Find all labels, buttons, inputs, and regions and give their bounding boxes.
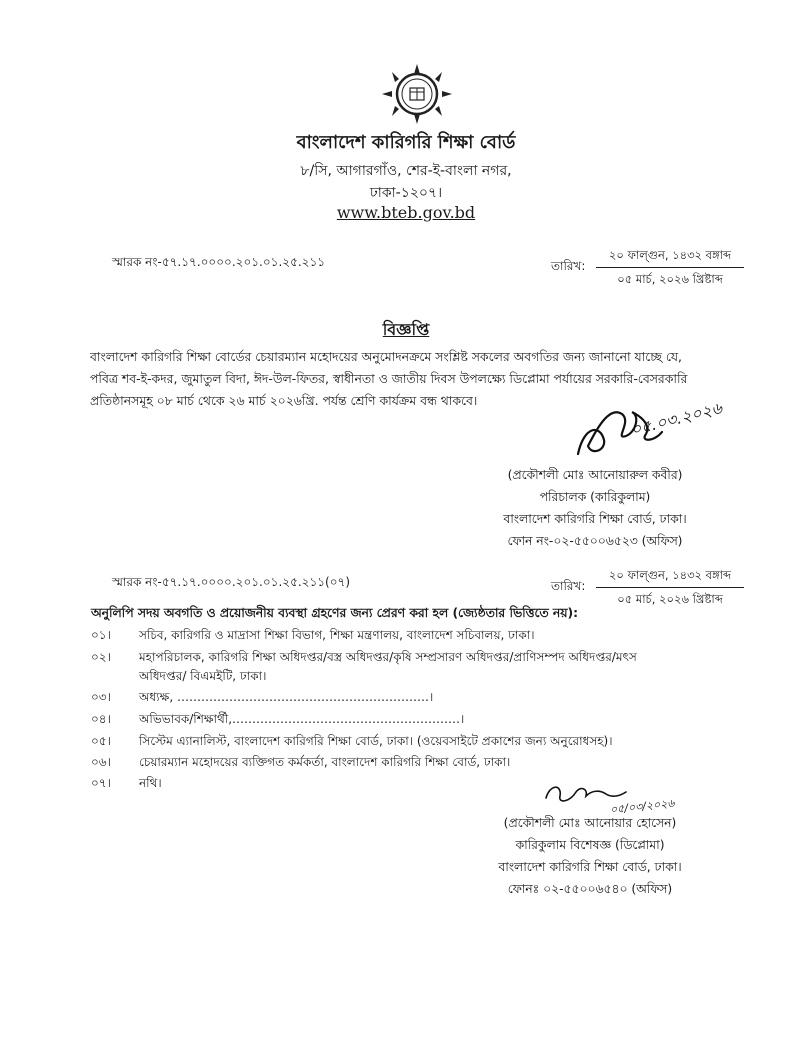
list-item: অভিভাবক/শিক্ষার্থী,…………………………………………………। [139, 712, 465, 726]
notice-line: প্রতিষ্ঠানসমূহ ০৮ মার্চ থেকে ২৬ মার্চ ২০২৬খ্রি. পর্যন্ত শ্রেণি কার্যক্রম বন্ধ থাকবে। [90, 393, 478, 408]
signatory-2-phone: ফোনঃ ০২-৫৫০০৬৫৪০ (অফিস) [507, 882, 673, 896]
copy-heading: অনুলিপি সদয় অবগতি ও প্রয়োজনীয় ব্যবস্থা গ্রহণের জন্য প্রেরণ করা হল (জ্যেষ্ঠতার ভিত্তিতে নয়): [91, 606, 579, 620]
list-item: চেয়ারম্যান মহোদয়ের ব্যক্তিগত কর্মকর্তা, বাংলাদেশ কারিগরি শিক্ষা বোর্ড, ঢাকা। [139, 755, 511, 769]
date-block [596, 247, 744, 290]
org-name: বাংলাদেশ কারিগরি শিক্ষা বোর্ড [296, 132, 516, 153]
list-item-number: ০৭। [91, 776, 111, 790]
memo-number: স্মারক নং-৫৭.১৭.০০০০.২০১.০১.২৫.২১১ [112, 255, 326, 269]
list-item-number: ০৫। [91, 734, 111, 748]
list-item-number: ০৬। [91, 755, 111, 769]
list-item: নথি। [139, 776, 162, 790]
signatory-1-office: বাংলাদেশ কারিগরি শিক্ষা বোর্ড, ঢাকা। [503, 512, 687, 526]
signatory-1-designation: পরিচালক (কারিকুলাম) [539, 490, 651, 504]
notice-line: বাংলাদেশ কারিগরি শিক্ষা বোর্ডের চেয়ারম্যান মহোদয়ের অনুমোদনক্রমে সংশ্লিষ্ট সকলের অবগতির জন্য জানানো যাচ্ছে যে, [90, 349, 682, 364]
date-bangla-2: ২০ ফাল্গুন, ১৪৩২ বঙ্গাব্দ [596, 567, 744, 588]
signatory-2-office: বাংলাদেশ কারিগরি শিক্ষা বোর্ড, ঢাকা। [498, 860, 682, 874]
notice-line: পবিত্র শব-ই-কদর, জুমাতুল বিদা, ঈদ-উল-ফিতর, স্বাধীনতা ও জাতীয় দিবস উপলক্ষ্যে ডিপ্লোমা পর্যায়ের সরকারি-বেসরকারি [90, 371, 688, 386]
list-item: সচিব, কারিগরি ও মাদ্রাসা শিক্ষা বিভাগ, শিক্ষা মন্ত্রণালয়, বাংলাদেশ সচিবালয়, ঢাকা। [139, 628, 535, 642]
signatory-2-name: (প্রকৌশলী মোঃ আনোয়ার হোসেন) [503, 816, 677, 830]
list-item: অধ্যক্ষ, ………………………………………………………। [139, 690, 434, 704]
list-item-number: ০৪। [91, 712, 111, 726]
signatory-1-phone: ফোন নং-০২-৫৫০০৬৫২৩ (অফিস) [507, 534, 683, 548]
memo-number-2: স্মারক নং-৫৭.১৭.০০০০.২০১.০১.২৫.২১১(০৭) [112, 575, 351, 589]
signature-2-date: ০৫/০৩/২০২৬ [609, 796, 676, 817]
date-bangla: ২০ ফাল্গুন, ১৪৩২ বঙ্গাব্দ [596, 247, 744, 268]
list-item-continued: অধিদপ্তর/ বিএমইটি, ঢাকা। [139, 669, 267, 683]
signature-1-date: ০৫.০৩.২০২৬ [628, 398, 724, 440]
list-item-number: ০৩। [91, 690, 111, 704]
address-line-1: ৮/সি, আগারগাঁও, শের-ই-বাংলা নগর, [300, 163, 512, 179]
date-label-2: তারিখ: [551, 579, 586, 593]
list-item: মহাপরিচালক, কারিগরি শিক্ষা অধিদপ্তর/বস্ত্র অধিদপ্তর/কৃষি সম্প্রসারণ অধিদপ্তর/প্রাণিসম্পদ অধিদপ্তর/মৎস [139, 650, 637, 664]
signatory-2-designation: কারিকুলাম বিশেষজ্ঞ (ডিপ্লোমা) [515, 838, 665, 852]
date-gregorian: ০৫ মার্চ, ২০২৬ খ্রিষ্টাব্দ [617, 272, 723, 286]
date-label: তারিখ: [551, 259, 586, 273]
notice-heading: বিজ্ঞপ্তি [382, 320, 430, 339]
list-item-number: ০২। [91, 650, 111, 664]
list-item: সিস্টেম এ্যানালিস্ট, বাংলাদেশ কারিগরি শিক্ষা বোর্ড, ঢাকা। (ওয়েবসাইটে প্রকাশের জন্য অনুরোধসহ)। [139, 734, 613, 748]
bteb-logo-emblem [380, 62, 454, 126]
date-block-2 [596, 567, 744, 610]
date-gregorian-2: ০৫ মার্চ, ২০২৬ খ্রিষ্টাব্দ [617, 592, 723, 606]
signatory-1-name: (প্রকৌশলী মোঃ আনোয়ারুল কবীর) [507, 468, 683, 482]
list-item-number: ০১। [91, 628, 111, 642]
address-line-2: ঢাকা-১২০৭। [369, 185, 443, 201]
website-link[interactable]: www.bteb.gov.bd [336, 203, 476, 222]
